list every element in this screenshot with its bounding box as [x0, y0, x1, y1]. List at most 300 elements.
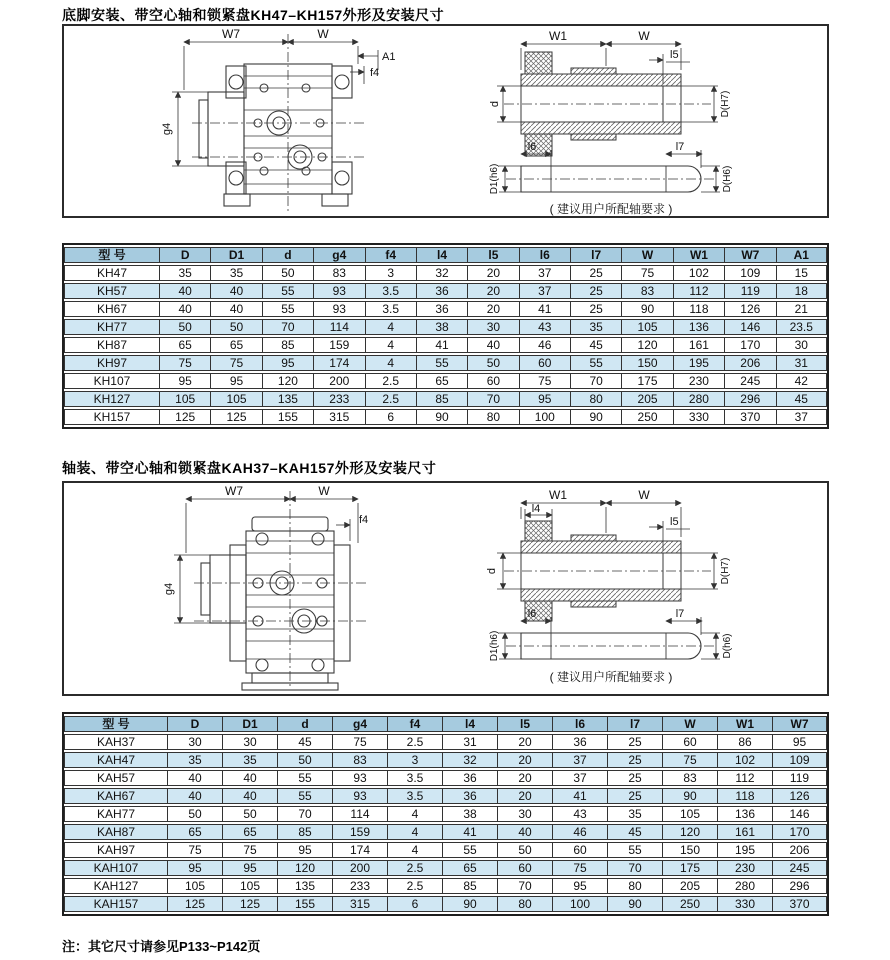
value-cell: 21 [776, 301, 828, 317]
table-row [64, 337, 827, 353]
dim-label-d: d [486, 567, 498, 575]
dim-label-w: W [317, 27, 329, 41]
value-cell: 195 [717, 842, 772, 858]
value-cell: 36 [442, 770, 497, 786]
value-cell: 105 [210, 391, 261, 407]
value-cell: 4 [387, 806, 442, 822]
value-cell: 37 [552, 770, 607, 786]
dim-label-w: W [318, 484, 330, 498]
value-cell: 95 [210, 373, 261, 389]
value-cell: 175 [662, 860, 717, 876]
value-cell: 3.5 [387, 770, 442, 786]
value-cell: 50 [210, 319, 261, 335]
value-cell: 65 [442, 860, 497, 876]
value-cell: 95 [167, 860, 222, 876]
value-cell: 80 [570, 391, 621, 407]
value-cell: 25 [607, 770, 662, 786]
value-cell: 112 [673, 283, 724, 299]
value-cell: 114 [332, 806, 387, 822]
table-row [64, 824, 827, 840]
value-cell: 315 [332, 896, 387, 912]
value-cell: 119 [724, 283, 775, 299]
column-header: W [662, 716, 717, 732]
value-cell: 40 [210, 283, 261, 299]
value-cell: 38 [416, 319, 467, 335]
value-cell: 233 [332, 878, 387, 894]
value-cell: 80 [467, 409, 518, 425]
value-cell: 55 [416, 355, 467, 371]
table-row [64, 896, 827, 912]
value-cell: 70 [497, 878, 552, 894]
column-header: l7 [607, 716, 662, 732]
value-cell: 174 [313, 355, 364, 371]
value-cell: 330 [717, 896, 772, 912]
section-title-kh: 底脚安装、带空心轴和锁紧盘KH47–KH157外形及安装尺寸 [62, 7, 445, 23]
value-cell: 40 [159, 283, 210, 299]
header-row [64, 247, 827, 263]
value-cell: 60 [662, 734, 717, 750]
value-cell: 4 [365, 319, 416, 335]
value-cell: 126 [724, 301, 775, 317]
dim-label-w1: W1 [549, 488, 567, 502]
value-cell: 75 [222, 842, 277, 858]
value-cell: 46 [552, 824, 607, 840]
value-cell: 35 [167, 752, 222, 768]
value-cell: 120 [277, 860, 332, 876]
value-cell: 315 [313, 409, 364, 425]
value-cell: 2.5 [365, 391, 416, 407]
value-cell: 32 [442, 752, 497, 768]
value-cell: 4 [365, 337, 416, 353]
value-cell: 43 [519, 319, 570, 335]
drawing-panel-kh [62, 24, 829, 218]
model-cell: KAH157 [64, 896, 167, 912]
value-cell: 30 [222, 734, 277, 750]
value-cell: 93 [332, 788, 387, 804]
column-header: A1 [776, 247, 828, 263]
value-cell: 119 [772, 770, 827, 786]
value-cell: 60 [467, 373, 518, 389]
column-header: d [277, 716, 332, 732]
value-cell: 245 [772, 860, 827, 876]
column-header: D1 [210, 247, 261, 263]
dim-label-d1-h6: D1(h6) [489, 163, 500, 195]
section-title-kah: 轴装、带空心轴和锁紧盘KAH37–KAH157外形及安装尺寸 [62, 460, 437, 476]
value-cell: 55 [277, 770, 332, 786]
dim-label-d: d [489, 100, 501, 108]
column-header: f4 [365, 247, 416, 263]
value-cell: 170 [724, 337, 775, 353]
value-cell: 83 [332, 752, 387, 768]
model-cell: KH127 [64, 391, 159, 407]
value-cell: 200 [332, 860, 387, 876]
value-cell: 70 [262, 319, 313, 335]
value-cell: 135 [277, 878, 332, 894]
kah-front-dimensions [174, 499, 358, 623]
value-cell: 200 [313, 373, 364, 389]
value-cell: 75 [662, 752, 717, 768]
value-cell: 100 [519, 409, 570, 425]
column-header: g4 [313, 247, 364, 263]
value-cell: 55 [262, 283, 313, 299]
value-cell: 90 [607, 896, 662, 912]
value-cell: 42 [776, 373, 828, 389]
dim-label-w-shaft: W [638, 488, 650, 502]
value-cell: 35 [222, 752, 277, 768]
dim-label-w1: W1 [549, 29, 567, 43]
dim-label-l5: l5 [670, 516, 679, 528]
value-cell: 4 [387, 824, 442, 840]
table-row [64, 860, 827, 876]
value-cell: 105 [167, 878, 222, 894]
column-header: W [621, 247, 672, 263]
model-cell: KAH107 [64, 860, 167, 876]
kh-plain-shaft-view [506, 166, 714, 192]
value-cell: 120 [262, 373, 313, 389]
value-cell: 3.5 [387, 788, 442, 804]
value-cell: 31 [442, 734, 497, 750]
value-cell: 85 [262, 337, 313, 353]
value-cell: 280 [717, 878, 772, 894]
value-cell: 93 [313, 301, 364, 317]
table-row [64, 391, 827, 407]
dim-label-d-h6: D(h6) [722, 633, 733, 659]
kh-front-dimensions [172, 42, 378, 166]
kah-plain-shaft-view [506, 633, 714, 659]
drawing-panel-kah [62, 481, 829, 696]
column-header: 型 号 [64, 247, 159, 263]
value-cell: 100 [552, 896, 607, 912]
dim-label-l6: l6 [527, 608, 537, 620]
value-cell: 6 [387, 896, 442, 912]
model-cell: KH87 [64, 337, 159, 353]
value-cell: 20 [467, 265, 518, 281]
table-row [64, 734, 827, 750]
kah-plain-shaft-dimensions [499, 617, 720, 659]
value-cell: 65 [159, 337, 210, 353]
model-cell: KH47 [64, 265, 159, 281]
model-cell: KAH127 [64, 878, 167, 894]
value-cell: 83 [662, 770, 717, 786]
column-header: D1 [222, 716, 277, 732]
value-cell: 125 [167, 896, 222, 912]
table-row [64, 301, 827, 317]
table-row [64, 283, 827, 299]
kah-dimension-table-wrap [62, 712, 829, 916]
shaft-caption: ( 建议用户所配轴要求 ) [549, 670, 673, 684]
value-cell: 114 [313, 319, 364, 335]
value-cell: 93 [313, 283, 364, 299]
value-cell: 75 [332, 734, 387, 750]
dim-label-g4: g4 [161, 122, 173, 136]
value-cell: 205 [662, 878, 717, 894]
value-cell: 155 [277, 896, 332, 912]
model-cell: KH107 [64, 373, 159, 389]
value-cell: 75 [210, 355, 261, 371]
value-cell: 40 [167, 788, 222, 804]
value-cell: 20 [497, 734, 552, 750]
value-cell: 36 [552, 734, 607, 750]
kah-outline-drawing [64, 483, 827, 694]
value-cell: 23.5 [776, 319, 828, 335]
value-cell: 95 [552, 878, 607, 894]
value-cell: 45 [607, 824, 662, 840]
value-cell: 65 [416, 373, 467, 389]
model-cell: KAH37 [64, 734, 167, 750]
table-row [64, 373, 827, 389]
value-cell: 20 [497, 788, 552, 804]
value-cell: 155 [262, 409, 313, 425]
kh-front-view [192, 34, 366, 212]
value-cell: 41 [519, 301, 570, 317]
value-cell: 46 [519, 337, 570, 353]
value-cell: 35 [210, 265, 261, 281]
value-cell: 2.5 [387, 860, 442, 876]
value-cell: 370 [772, 896, 827, 912]
value-cell: 150 [662, 842, 717, 858]
value-cell: 31 [776, 355, 828, 371]
dim-label-d1-h6: D1(h6) [489, 630, 500, 662]
value-cell: 25 [570, 301, 621, 317]
value-cell: 95 [262, 355, 313, 371]
value-cell: 102 [717, 752, 772, 768]
value-cell: 55 [262, 301, 313, 317]
dim-label-l6: l6 [527, 141, 537, 153]
value-cell: 146 [772, 806, 827, 822]
value-cell: 65 [210, 337, 261, 353]
value-cell: 35 [159, 265, 210, 281]
kah-dimension-table [64, 714, 827, 914]
value-cell: 2.5 [365, 373, 416, 389]
value-cell: 25 [570, 283, 621, 299]
model-cell: KAH47 [64, 752, 167, 768]
dim-label-w7: W7 [222, 27, 240, 41]
table-row [64, 842, 827, 858]
model-cell: KH157 [64, 409, 159, 425]
value-cell: 85 [416, 391, 467, 407]
value-cell: 250 [662, 896, 717, 912]
value-cell: 161 [673, 337, 724, 353]
value-cell: 65 [222, 824, 277, 840]
value-cell: 41 [416, 337, 467, 353]
value-cell: 30 [776, 337, 828, 353]
value-cell: 120 [662, 824, 717, 840]
value-cell: 60 [519, 355, 570, 371]
dim-label-d-h7: D(H7) [720, 90, 731, 118]
value-cell: 125 [222, 896, 277, 912]
value-cell: 159 [332, 824, 387, 840]
value-cell: 150 [621, 355, 672, 371]
value-cell: 93 [332, 770, 387, 786]
value-cell: 2.5 [387, 734, 442, 750]
value-cell: 90 [416, 409, 467, 425]
kh-dimension-table [64, 245, 827, 427]
value-cell: 102 [673, 265, 724, 281]
value-cell: 36 [416, 301, 467, 317]
value-cell: 118 [673, 301, 724, 317]
value-cell: 4 [387, 842, 442, 858]
column-header: l6 [519, 247, 570, 263]
value-cell: 43 [552, 806, 607, 822]
column-header: 型 号 [64, 716, 167, 732]
value-cell: 105 [222, 878, 277, 894]
value-cell: 125 [210, 409, 261, 425]
value-cell: 85 [277, 824, 332, 840]
table-row [64, 409, 827, 425]
value-cell: 174 [332, 842, 387, 858]
value-cell: 38 [442, 806, 497, 822]
value-cell: 25 [607, 752, 662, 768]
column-header: f4 [387, 716, 442, 732]
model-cell: KAH57 [64, 770, 167, 786]
value-cell: 25 [570, 265, 621, 281]
value-cell: 250 [621, 409, 672, 425]
value-cell: 30 [497, 806, 552, 822]
column-header: l5 [467, 247, 518, 263]
value-cell: 3 [387, 752, 442, 768]
value-cell: 170 [772, 824, 827, 840]
dim-label-g4: g4 [163, 582, 175, 596]
value-cell: 230 [717, 860, 772, 876]
value-cell: 105 [159, 391, 210, 407]
value-cell: 50 [262, 265, 313, 281]
column-header: W1 [673, 247, 724, 263]
kh-outline-drawing [64, 26, 827, 216]
column-header: l5 [497, 716, 552, 732]
model-cell: KH77 [64, 319, 159, 335]
value-cell: 175 [621, 373, 672, 389]
value-cell: 36 [416, 283, 467, 299]
value-cell: 136 [673, 319, 724, 335]
value-cell: 35 [607, 806, 662, 822]
value-cell: 25 [607, 734, 662, 750]
value-cell: 55 [277, 788, 332, 804]
column-header: l6 [552, 716, 607, 732]
value-cell: 161 [717, 824, 772, 840]
dim-label-d-h6: D(H6) [722, 165, 733, 193]
column-header: D [159, 247, 210, 263]
value-cell: 90 [662, 788, 717, 804]
value-cell: 109 [772, 752, 827, 768]
value-cell: 4 [365, 355, 416, 371]
value-cell: 40 [467, 337, 518, 353]
value-cell: 245 [724, 373, 775, 389]
value-cell: 95 [772, 734, 827, 750]
value-cell: 15 [776, 265, 828, 281]
value-cell: 230 [673, 373, 724, 389]
value-cell: 37 [552, 752, 607, 768]
dim-label-f4: f4 [359, 514, 369, 526]
value-cell: 126 [772, 788, 827, 804]
value-cell: 70 [570, 373, 621, 389]
value-cell: 40 [210, 301, 261, 317]
value-cell: 50 [497, 842, 552, 858]
kah-hollow-shaft-view [504, 521, 711, 621]
table-row [64, 355, 827, 371]
model-cell: KAH87 [64, 824, 167, 840]
dim-label-l4: l4 [531, 503, 541, 515]
kh-dimension-table-wrap [62, 243, 829, 429]
value-cell: 3.5 [365, 283, 416, 299]
table-row [64, 806, 827, 822]
value-cell: 136 [717, 806, 772, 822]
value-cell: 3 [365, 265, 416, 281]
value-cell: 70 [607, 860, 662, 876]
value-cell: 37 [776, 409, 828, 425]
value-cell: 25 [607, 788, 662, 804]
value-cell: 95 [519, 391, 570, 407]
value-cell: 195 [673, 355, 724, 371]
value-cell: 125 [159, 409, 210, 425]
column-header: W7 [772, 716, 827, 732]
value-cell: 2.5 [387, 878, 442, 894]
value-cell: 95 [277, 842, 332, 858]
value-cell: 6 [365, 409, 416, 425]
model-cell: KH97 [64, 355, 159, 371]
value-cell: 70 [277, 806, 332, 822]
value-cell: 95 [222, 860, 277, 876]
value-cell: 50 [167, 806, 222, 822]
value-cell: 65 [167, 824, 222, 840]
value-cell: 159 [313, 337, 364, 353]
value-cell: 32 [416, 265, 467, 281]
value-cell: 40 [497, 824, 552, 840]
value-cell: 50 [222, 806, 277, 822]
value-cell: 41 [442, 824, 497, 840]
model-cell: KAH67 [64, 788, 167, 804]
table-row [64, 770, 827, 786]
table-row [64, 788, 827, 804]
value-cell: 36 [442, 788, 497, 804]
value-cell: 30 [167, 734, 222, 750]
value-cell: 80 [607, 878, 662, 894]
dim-label-f4: f4 [370, 67, 380, 79]
value-cell: 55 [442, 842, 497, 858]
value-cell: 95 [159, 373, 210, 389]
column-header: l4 [416, 247, 467, 263]
value-cell: 135 [262, 391, 313, 407]
shaft-caption: ( 建议用户所配轴要求 ) [549, 202, 673, 216]
value-cell: 37 [519, 265, 570, 281]
table-row [64, 878, 827, 894]
dim-label-a1: A1 [382, 51, 396, 63]
value-cell: 75 [552, 860, 607, 876]
footnote: 注：其它尺寸请参见P133~P142页 [62, 939, 261, 954]
kah-front-view [194, 491, 368, 690]
value-cell: 120 [621, 337, 672, 353]
value-cell: 90 [570, 409, 621, 425]
dim-label-l7: l7 [675, 141, 685, 153]
value-cell: 40 [222, 788, 277, 804]
value-cell: 3.5 [365, 301, 416, 317]
value-cell: 105 [662, 806, 717, 822]
value-cell: 296 [772, 878, 827, 894]
value-cell: 37 [519, 283, 570, 299]
value-cell: 146 [724, 319, 775, 335]
dim-label-l5: l5 [670, 49, 679, 61]
value-cell: 112 [717, 770, 772, 786]
value-cell: 41 [552, 788, 607, 804]
dim-label-w-shaft: W [638, 29, 650, 43]
value-cell: 296 [724, 391, 775, 407]
column-header: g4 [332, 716, 387, 732]
value-cell: 20 [497, 752, 552, 768]
value-cell: 30 [467, 319, 518, 335]
value-cell: 50 [159, 319, 210, 335]
header-row [64, 716, 827, 732]
value-cell: 83 [621, 283, 672, 299]
column-header: W1 [717, 716, 772, 732]
